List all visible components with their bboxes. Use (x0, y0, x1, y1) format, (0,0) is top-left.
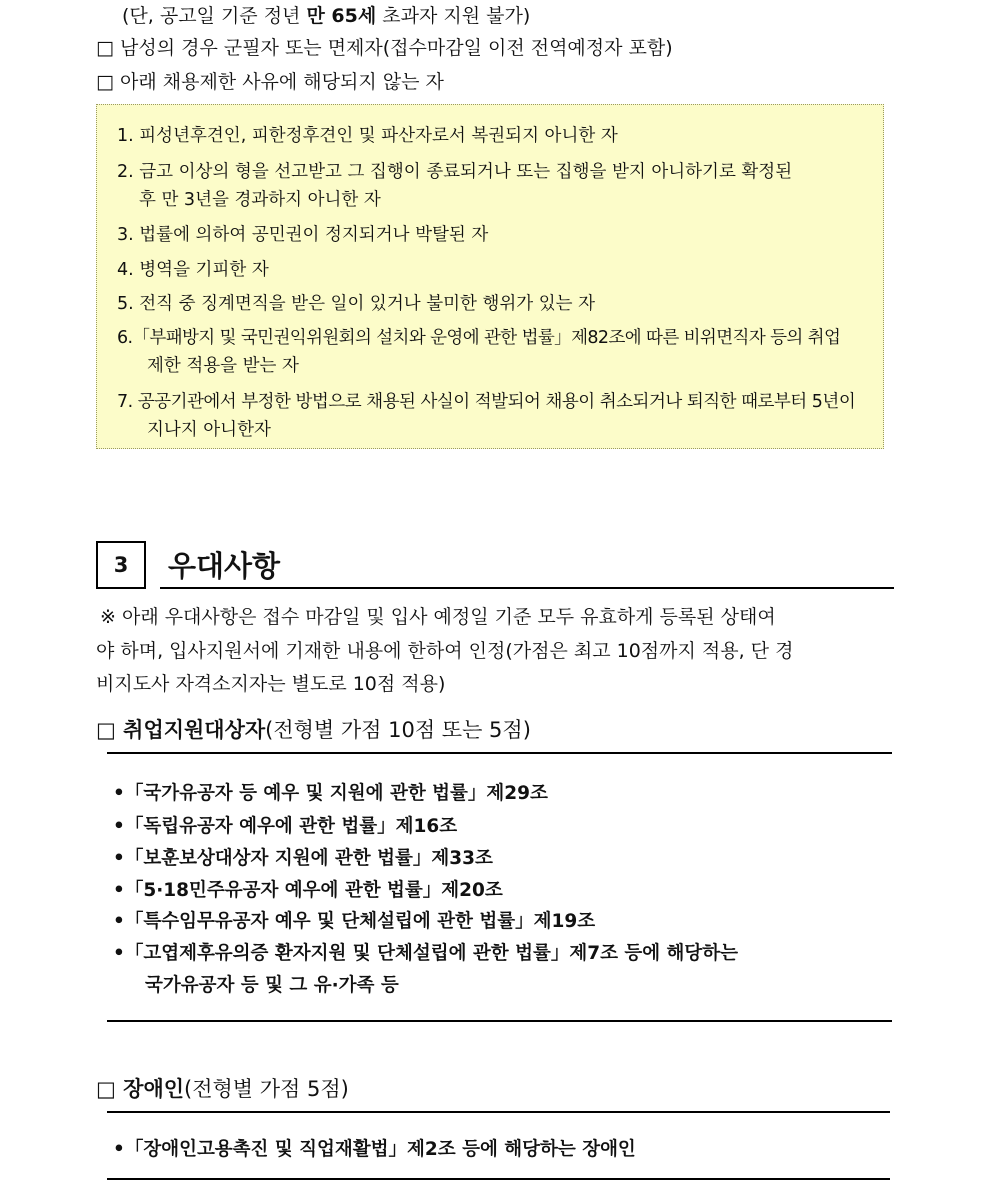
disabled-top-rule (107, 1111, 890, 1113)
restriction-item-7: 7. 공공기관에서 부정한 방법으로 채용된 사실이 적발되어 채용이 취소되거나 퇴직한 때로부터 5년이 (117, 392, 856, 412)
disabled-bottom-rule (107, 1178, 890, 1180)
law-item-6: •「고엽제후유의증 환자지원 및 단체설립에 관한 법률」제7조 등에 해당하는 (113, 943, 739, 964)
restriction-item-5: 5. 전직 중 징계면직을 받은 일이 있거나 불미한 행위가 있는 자 (117, 294, 596, 314)
restriction-item-2: 2. 금고 이상의 형을 선고받고 그 집행이 종료되거나 또는 집행을 받지 아니하기로 확정된 (117, 162, 793, 182)
section-number: 3 (96, 541, 146, 589)
note-prefix: (단, 공고일 기준 정년 (122, 5, 307, 27)
employment-support-heading-rest: (전형별 가점 10점 또는 5점) (265, 718, 531, 742)
employment-support-heading-bold: □ 취업지원대상자 (96, 718, 266, 742)
preference-note-line-2: 야 하며, 입사지원서에 기재한 내용에 한하여 인정(가점은 최고 10점까지 적용, 단 경 (96, 640, 794, 662)
restriction-item-1: 1. 피성년후견인, 피한정후견인 및 파산자로서 복권되지 아니한 자 (117, 126, 618, 146)
preference-note-line-3: 비지도사 자격소지자는 별도로 10점 적용) (96, 673, 446, 695)
employment-support-bottom-rule (107, 1020, 892, 1022)
military-requirement: □ 남성의 경우 군필자 또는 면제자(접수마감일 이전 전역예정자 포함) (96, 37, 673, 59)
restriction-list-box (96, 104, 884, 449)
restriction-item-4: 4. 병역을 기피한 자 (117, 260, 269, 280)
law-item-5: •「특수임무유공자 예우 및 단체설립에 관한 법률」제19조 (113, 911, 596, 932)
note-suffix: 초과자 지원 불가) (376, 5, 531, 27)
employment-support-heading (96, 714, 531, 744)
law-item-1: •「국가유공자 등 예우 및 지원에 관한 법률」제29조 (113, 783, 548, 804)
restriction-item-3: 3. 법률에 의하여 공민권이 정지되거나 박탈된 자 (117, 225, 489, 245)
disabled-heading-bold: □ 장애인 (96, 1077, 185, 1101)
restriction-item-6: 6.「부패방지 및 국민권익위원회의 설치와 운영에 관한 법률」제82조에 따른 비위면직자 등의 취업 (117, 328, 841, 348)
disabled-heading (96, 1073, 349, 1103)
retirement-age-note (122, 1, 530, 28)
law-item-6-cont: 국가유공자 등 및 그 유·가족 등 (145, 975, 399, 996)
note-bold: 만 65세 (306, 5, 377, 27)
restriction-item-6-cont: 제한 적용을 받는 자 (147, 356, 299, 376)
restriction-item-2-cont: 후 만 3년을 경과하지 아니한 자 (139, 190, 381, 210)
preference-note-line-1: ※ 아래 우대사항은 접수 마감일 및 입사 예정일 기준 모두 유효하게 등록된 상태여 (100, 606, 776, 628)
law-item-4: •「5·18민주유공자 예우에 관한 법률」제20조 (113, 880, 503, 901)
restriction-requirement: □ 아래 채용제한 사유에 해당되지 않는 자 (96, 71, 444, 93)
section-title: 우대사항 (168, 549, 281, 583)
law-item-3: •「보훈보상대상자 지원에 관한 법률」제33조 (113, 848, 493, 869)
employment-support-top-rule (107, 752, 892, 754)
restriction-item-7-cont: 지나지 아니한자 (147, 420, 271, 440)
section-title-underline (160, 587, 894, 589)
law-item-2: •「독립유공자 예우에 관한 법률」제16조 (113, 816, 458, 837)
disabled-heading-rest: (전형별 가점 5점) (184, 1077, 349, 1101)
disabled-law-item: •「장애인고용촉진 및 직업재활법」제2조 등에 해당하는 장애인 (113, 1139, 636, 1160)
